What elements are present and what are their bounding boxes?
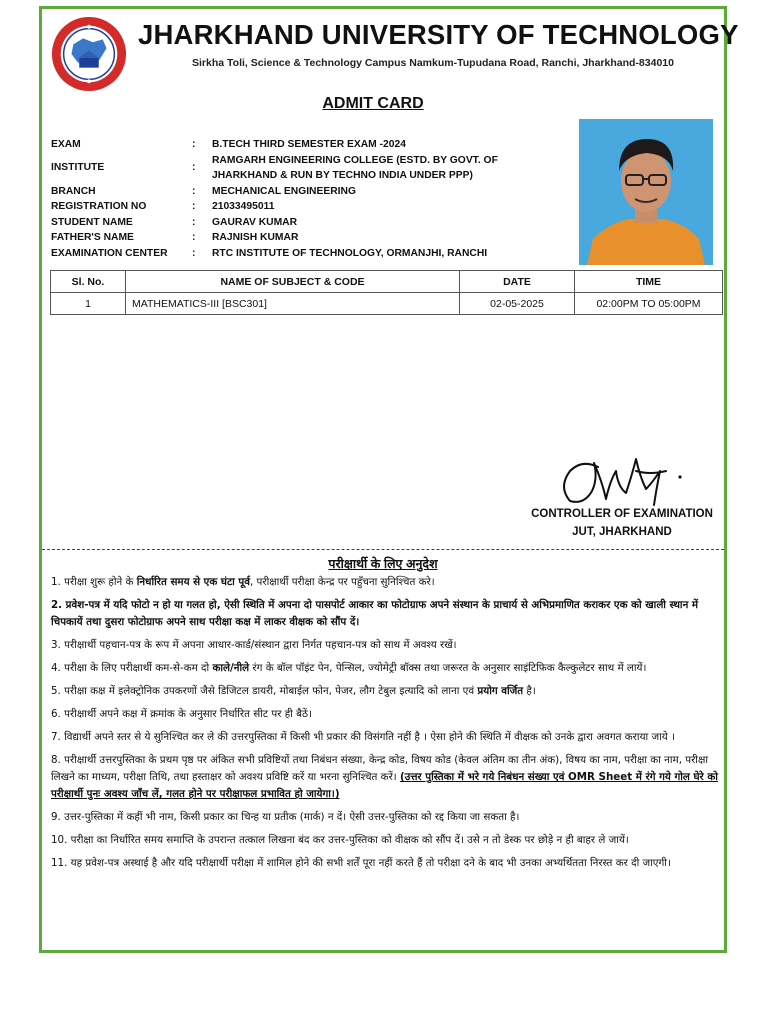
signatory-title: CONTROLLER OF EXAMINATION: [531, 508, 713, 520]
detail-value: 21033495011: [212, 201, 275, 212]
person-photo-icon: [579, 119, 713, 265]
controller-of-examination: [522, 505, 722, 541]
detail-label: BRANCH: [51, 185, 96, 197]
instruction-item: 3. परीक्षार्थी पहचान-पत्र के रूप में अपना आधार-कार्ड/संस्थान द्वारा निर्गत पहचान-पत्र को साथ में अवश्य रखें।: [51, 639, 457, 651]
instruction-item: 5. परीक्षा कक्ष में इलेक्ट्रोनिक उपकरणों जैसे डिजिटल डायरी, मोबाईल फोन, पेजर, लौग टेबुल इत्यादि को लाना एवं प्रयोग वर्जित है।: [51, 685, 536, 697]
table-cell: 1: [51, 293, 126, 315]
detail-row-exam: [51, 137, 531, 153]
detail-value: RAMGARH ENGINEERING COLLEGE (ESTD. BY GOVT. OF JHARKHAND & RUN BY TECHNO INDIA UNDER PPP): [212, 154, 498, 181]
table-cell: 02:00PM TO 05:00PM: [575, 293, 723, 315]
column-header: DATE: [460, 271, 575, 293]
instructions-list: [51, 574, 724, 878]
detail-colon: :: [192, 232, 196, 243]
instruction-item: 9. उत्तर-पुस्तिका में कहीं भी नाम, किसी प्रकार का चिन्ह या प्रतीक (मार्क) न दें। ऐसी उत्तर-पुस्तिका को रद्द किया जा सकता है।: [51, 811, 520, 823]
detail-row-branch: [51, 184, 531, 200]
detail-colon: :: [192, 201, 196, 212]
instruction-item: 6. परीक्षार्थी अपने कक्ष में क्रमांक के अनुसार निर्धारित सीट पर ही बैठें।: [51, 708, 312, 720]
instruction-item: 11. यह प्रवेश-पत्र अस्थाई है और यदि परीक्षार्थी परीक्षा में शामिल होने की सभी शर्तें पूरा नहीं करते हैं तो परीक्षा दने के बाद भी उनका अभ्यर्थितता निरस्त कर दी जाएगी।: [51, 857, 671, 869]
detail-value: RTC INSTITUTE OF TECHNOLOGY, ORMANJHI, RANCHI: [212, 247, 488, 259]
section-divider: [42, 549, 724, 550]
admit-card: [39, 6, 739, 953]
detail-value: RAJNISH KUMAR: [212, 232, 299, 243]
instruction-item: 4. परीक्षा के लिए परीक्षार्थी कम-से-कम दो काले/नीले रंग के बॉल पॉइंट पेन, पेन्सिल, ज्योमेट्री बॉक्स तथा जरूरत के अनुसार साइंटिफिक कैल्कुलेटर साथ में लायें।: [51, 662, 647, 674]
instruction-item: 10. परीक्षा का निर्धारित समय समाप्ति के उपरान्त तत्काल लिखना बंद कर उत्तर-पुस्तिका को वीक्षक को सौंप दें। उसे न तो डेस्क पर छोड़े न ही बाहर ले जायें।: [51, 834, 629, 846]
instruction-item: 8. परीक्षार्थी उत्तरपुस्तिका के प्रथम पृष्ठ पर अंकित सभी प्रविष्टियों तथा निबंधन संख्या, केन्द्र कोड, विषय कोड (केवल अंतिम का तीन अंक), विषय का नाम, परीक्षा का नाम, परीक्षा लिखने का माध्यम, परीक्षा तिथि, तथा हस्ताक्षर को अवश्य प्रविष्टि करें या भरना सुनिश्चित करें। (उत्तर पुस्तिका में भरे गये निबंधन संख्या एवं OMR Sheet में रंगे गये गोल घेरे को परीक्षार्थी पुनः अवश्य जाँच लें, गलत होने पर परीक्षाफल प्रभावित हो जायेगा।): [51, 754, 718, 800]
detail-colon: :: [192, 216, 196, 228]
detail-row-student-name: [51, 215, 531, 231]
table-cell: MATHEMATICS-III [BSC301]: [126, 293, 460, 315]
detail-label: STUDENT NAME: [51, 216, 133, 228]
detail-value: MECHANICAL ENGINEERING: [212, 185, 356, 197]
detail-row-fathers-name: [51, 230, 531, 246]
column-header: NAME OF SUBJECT & CODE: [126, 271, 460, 293]
instruction-item: 7. विद्यार्थी अपने स्तर से ये सुनिश्चित कर ले की उत्तरपुस्तिका में किसी भी प्रकार की विसंगति नहीं है । ऐसा होने की स्थिति में वीक्षक को उनके द्वारा अवगत कराया जाये ।: [51, 731, 675, 743]
detail-colon: :: [192, 162, 196, 174]
table-row: [51, 293, 723, 315]
signatory-org: JUT, JHARKHAND: [572, 526, 672, 538]
detail-colon: :: [192, 185, 196, 197]
detail-label: FATHER'S NAME: [51, 232, 134, 243]
column-header: Sl. No.: [51, 271, 126, 293]
detail-label: EXAMINATION CENTER: [51, 247, 168, 259]
detail-colon: :: [192, 247, 196, 259]
instruction-item: 2. प्रवेश-पत्र में यदि फोटो न हो या गलत हो, ऐसी स्थिति में अपना दो पासपोर्ट आकार का फोटोग्राफ अपने संस्थान के प्राचार्य से अभिप्रमाणित कराकर एक को खाली स्थान में चिपकायें तथा दुसरा फोटोग्राफ अपने साथ परीक्षा कक्ष में लाकर वीक्षक को सौंप दें।: [51, 599, 699, 628]
detail-colon: :: [192, 139, 196, 150]
admit-card-title: ADMIT CARD: [322, 95, 424, 112]
detail-value: GAURAV KUMAR: [212, 216, 298, 228]
candidate-details: [51, 137, 531, 261]
instructions-title: परीक्षार्थी के लिए अनुदेश: [328, 557, 438, 571]
detail-label: INSTITUTE: [51, 162, 105, 174]
university-name: JHARKHAND UNIVERSITY OF TECHNOLOGY: [138, 19, 739, 50]
detail-row-exam-center: [51, 246, 531, 262]
candidate-photo: [579, 119, 713, 265]
instruction-item: 1. परीक्षा शुरू होने के निर्धारित समय से एक घंटा पूर्व, परीक्षार्थी परीक्षा केन्द्र पर पहुँचना सुनिश्चित करे।: [51, 576, 435, 588]
university-seal-icon: [50, 15, 128, 93]
detail-row-registration: [51, 199, 531, 215]
university-address: Sirkha Toli, Science & Technology Campus Namkum-Tupudana Road, Ranchi, Jharkhand-834010: [192, 57, 674, 69]
controller-signature-icon: [554, 441, 694, 509]
table-header-row: [51, 271, 723, 293]
column-header: TIME: [575, 271, 723, 293]
detail-label: REGISTRATION NO: [51, 201, 147, 212]
detail-row-institute: [51, 153, 531, 184]
detail-label: EXAM: [51, 139, 81, 150]
detail-value: B.TECH THIRD SEMESTER EXAM -2024: [212, 139, 406, 150]
table-cell: 02-05-2025: [460, 293, 575, 315]
subjects-table: [50, 270, 723, 315]
